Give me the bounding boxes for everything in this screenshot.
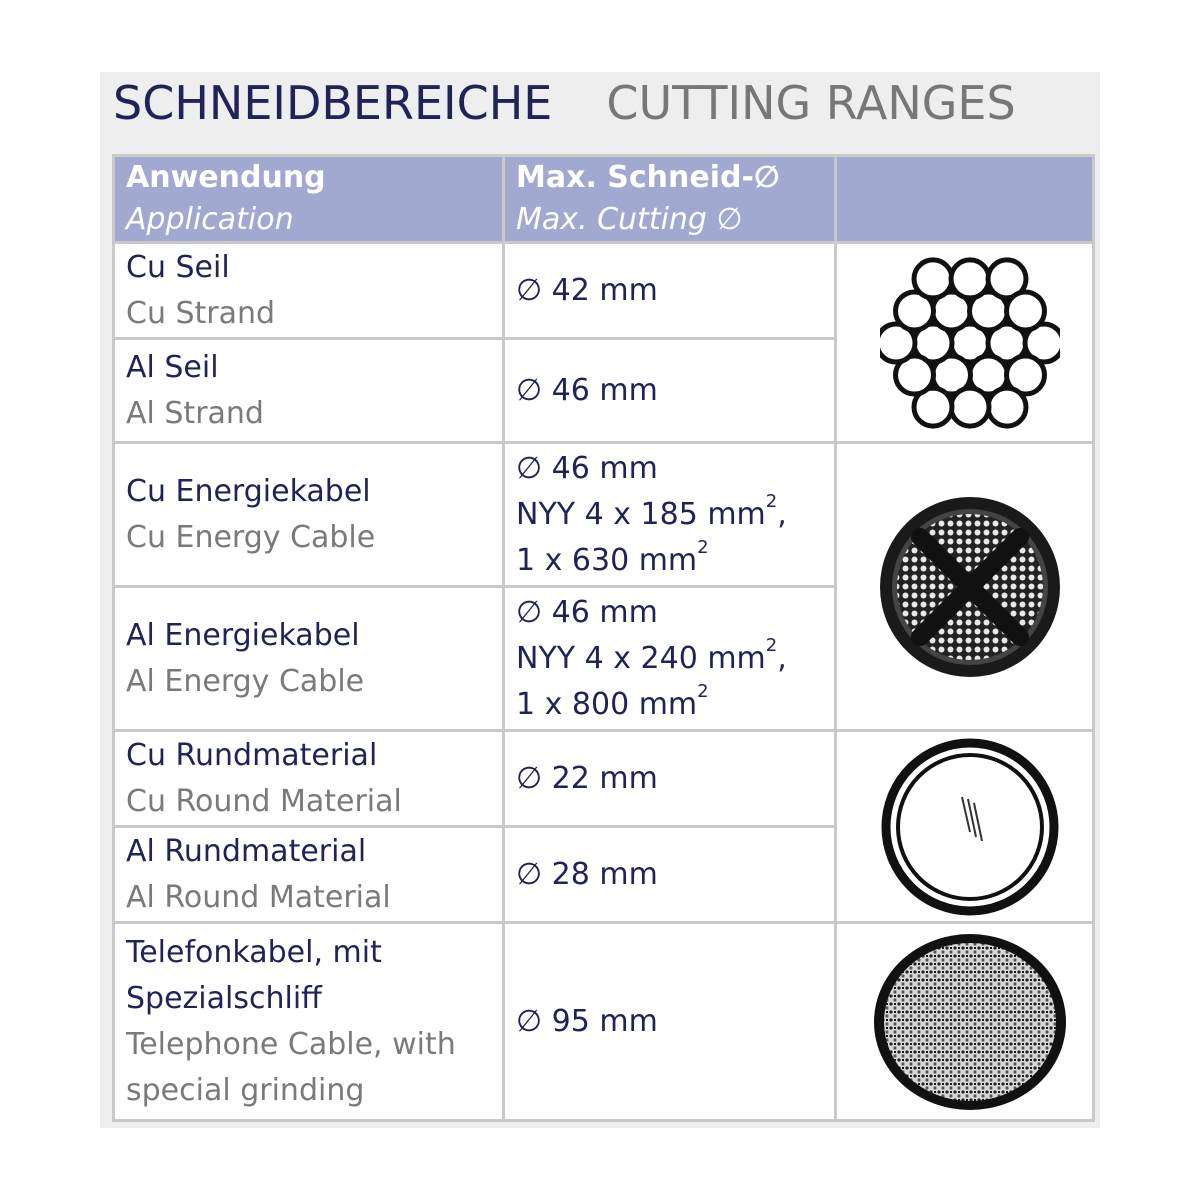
cable-spec-line-1	[516, 492, 834, 538]
application-de: Cu Rundmaterial	[126, 737, 378, 773]
cutting-ranges-table	[112, 154, 1095, 1122]
image-cell	[836, 731, 1094, 923]
superscript: 2	[697, 536, 709, 558]
superscript: 2	[697, 680, 709, 702]
max-cutting-value: ∅ 28 mm	[504, 827, 836, 923]
max-cutting-value: ∅ 22 mm	[504, 731, 836, 827]
title-german: SCHNEIDBEREICHE	[113, 76, 553, 130]
superscript: 2	[765, 490, 778, 512]
cable-spec-line-1	[516, 636, 834, 682]
application-en: Telephone Cable, with special grinding	[126, 1026, 456, 1108]
application-de: Telefonkabel, mit Spezialschliff	[126, 934, 382, 1016]
header-image	[836, 156, 1094, 243]
application-cell	[114, 923, 504, 1121]
application-de: Al Seil	[126, 349, 219, 385]
image-cell	[836, 243, 1094, 443]
header-application-de: Anwendung	[126, 160, 326, 195]
application-en: Al Strand	[126, 395, 264, 431]
cable-spec-2: 1 x 800 mm	[516, 686, 698, 722]
superscript: 2	[765, 634, 778, 656]
cable-spec-line-2	[516, 682, 834, 728]
max-cutting-value: ∅ 95 mm	[504, 923, 836, 1121]
wire-strand	[951, 259, 989, 297]
application-cell	[114, 587, 504, 731]
telephone-cable-cross-section-icon	[865, 930, 1075, 1114]
application-de: Cu Seil	[126, 249, 230, 285]
application-cell	[114, 443, 504, 587]
max-cutting-value-cell	[504, 587, 836, 731]
table-row	[114, 731, 1094, 827]
application-en: Al Energy Cable	[126, 663, 365, 699]
cable-spec-1: NYY 4 x 185 mm	[516, 496, 766, 532]
strand-cross-section-icon	[880, 248, 1060, 438]
header-max-cutting	[504, 156, 836, 243]
page-title	[113, 72, 1016, 134]
wire-strand	[1007, 291, 1045, 329]
max-cutting-value: ∅ 46 mm	[504, 339, 836, 443]
header-row	[114, 156, 1094, 243]
image-cell	[836, 923, 1094, 1121]
cable-spec-1: NYY 4 x 240 mm	[516, 640, 766, 676]
wire-strand	[988, 388, 1026, 426]
table-row	[114, 923, 1094, 1121]
cable-spec-1-suffix: ,	[777, 496, 787, 532]
application-cell	[114, 731, 504, 827]
table-row	[114, 443, 1094, 587]
wire-strand	[951, 388, 989, 426]
application-en: Cu Energy Cable	[126, 519, 376, 555]
header-application	[114, 156, 504, 243]
round-material-cross-section-icon	[870, 737, 1070, 917]
header-max-cutting-de: Max. Schneid-∅	[516, 160, 780, 195]
max-cutting-value-cell	[504, 443, 836, 587]
application-cell	[114, 243, 504, 339]
cable-spec-2: 1 x 630 mm	[516, 542, 698, 578]
application-en: Cu Round Material	[126, 783, 402, 819]
max-cutting-value: ∅ 46 mm	[516, 450, 658, 486]
application-de: Al Rundmaterial	[126, 833, 367, 869]
image-cell	[836, 443, 1094, 731]
wire-strand	[914, 259, 952, 297]
application-en: Cu Strand	[126, 295, 276, 331]
application-de: Cu Energiekabel	[126, 473, 371, 509]
title-english: CUTTING RANGES	[606, 76, 1016, 130]
application-de: Al Energiekabel	[126, 617, 360, 653]
max-cutting-value: ∅ 42 mm	[504, 243, 836, 339]
cable-spec-line-2	[516, 538, 834, 584]
header-application-en: Application	[126, 202, 294, 237]
header-max-cutting-en: Max. Cutting ∅	[516, 202, 743, 237]
table-row	[114, 243, 1094, 339]
application-en: Al Round Material	[126, 879, 391, 915]
energy-cable-cross-section-icon	[865, 492, 1075, 682]
cable-spec-1-suffix: ,	[777, 640, 787, 676]
max-cutting-value: ∅ 46 mm	[516, 594, 658, 630]
application-cell	[114, 827, 504, 923]
application-cell	[114, 339, 504, 443]
